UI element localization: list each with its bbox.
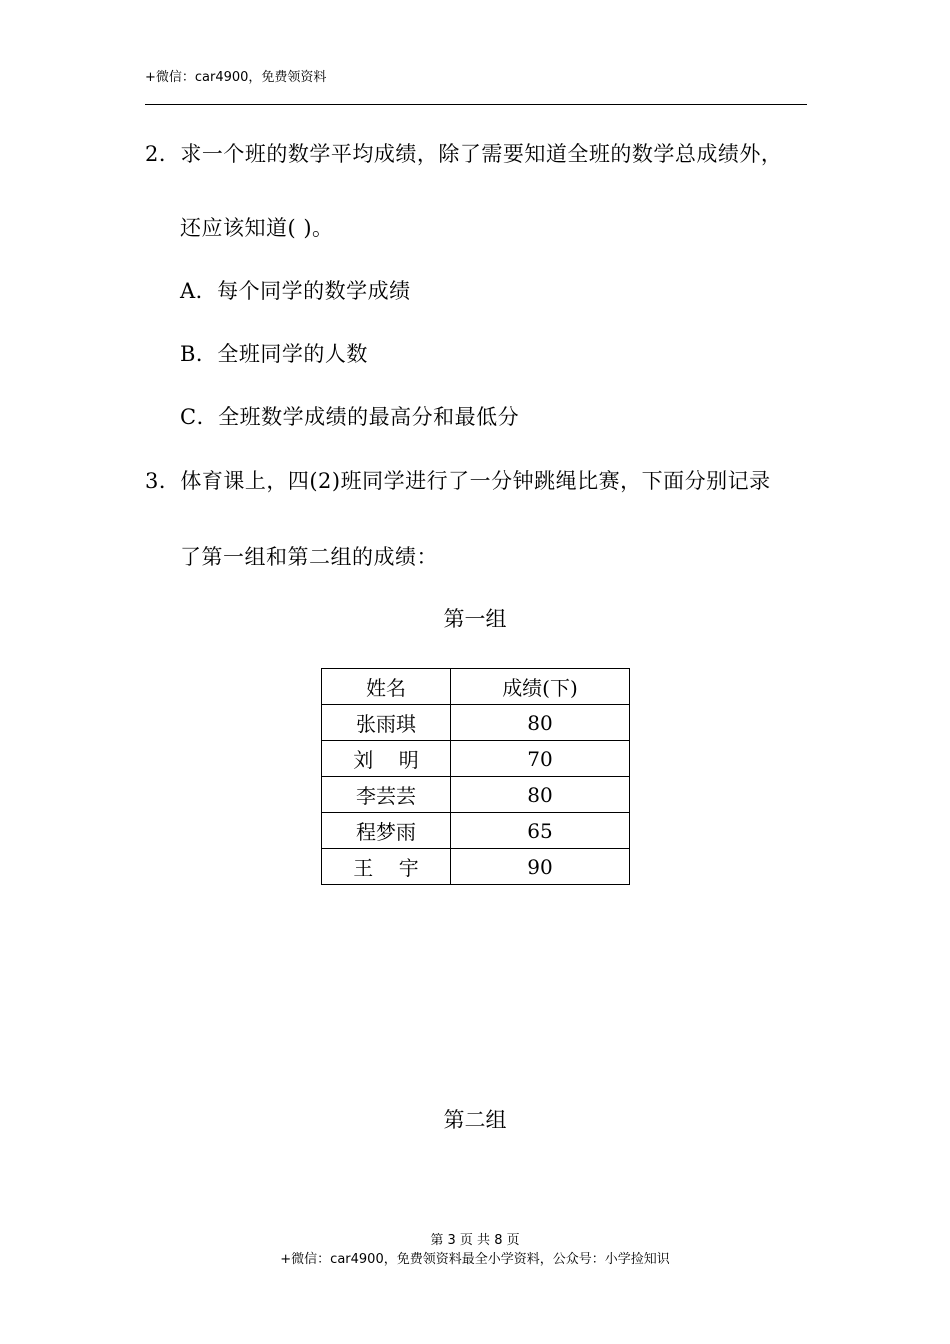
header-cell-score: 成绩(下) — [451, 669, 630, 705]
question-2-line-1: 2．求一个班的数学平均成绩，除了需要知道全班的数学总成绩外， — [145, 142, 783, 166]
cell-score: 70 — [451, 741, 630, 777]
question-2-option-c: C．全班数学成绩的最高分和最低分 — [180, 405, 520, 429]
question-3-line-2: 了第一组和第二组的成绩： — [180, 545, 438, 569]
cell-score: 80 — [451, 777, 630, 813]
table-row — [322, 741, 630, 777]
group-1-title: 第一组 — [443, 607, 507, 631]
page-number: 第 3 页 共 8 页 — [430, 1233, 520, 1248]
table-row — [322, 813, 630, 849]
question-2-option-a: A．每个同学的数学成绩 — [180, 279, 411, 303]
cell-score: 65 — [451, 813, 630, 849]
group-2-title: 第二组 — [443, 1108, 507, 1132]
header-divider — [145, 104, 807, 105]
cell-name: 王 宇 — [322, 849, 451, 885]
group-1-score-table — [321, 668, 630, 885]
header-cell-name: 姓名 — [322, 669, 451, 705]
table-header-row — [322, 669, 630, 705]
cell-score: 90 — [451, 849, 630, 885]
footer-note: +微信：car4900，免费领资料最全小学资料，公众号：小学捡知识 — [280, 1252, 670, 1267]
table-row — [322, 705, 630, 741]
question-3-line-1: 3．体育课上，四(2)班同学进行了一分钟跳绳比赛，下面分别记录 — [145, 469, 771, 493]
table-row — [322, 777, 630, 813]
cell-score: 80 — [451, 705, 630, 741]
cell-name: 李芸芸 — [322, 777, 451, 813]
cell-name: 刘 明 — [322, 741, 451, 777]
question-2-line-2: 还应该知道( )。 — [180, 216, 334, 240]
question-2-option-b: B．全班同学的人数 — [180, 342, 368, 366]
header-note: +微信：car4900，免费领资料 — [145, 70, 327, 85]
table-row — [322, 849, 630, 885]
cell-name: 程梦雨 — [322, 813, 451, 849]
cell-name: 张雨琪 — [322, 705, 451, 741]
